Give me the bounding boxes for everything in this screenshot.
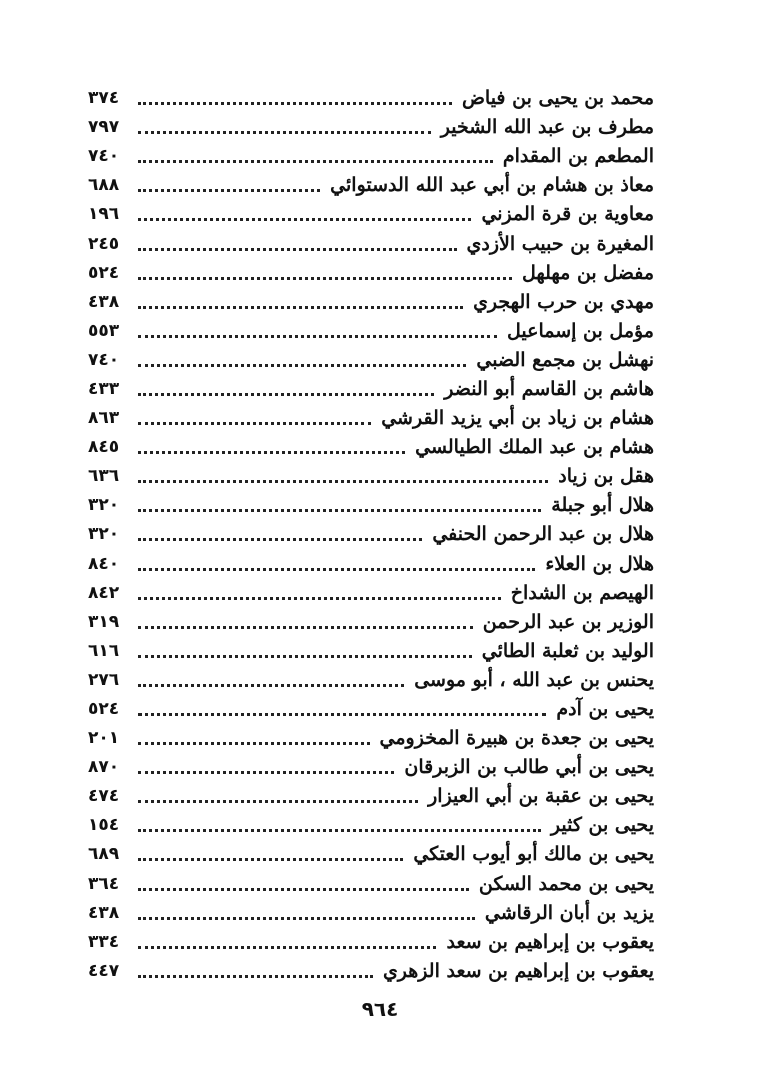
dot-leader (138, 597, 501, 600)
entry-name: يحيى بن آدم (556, 698, 654, 721)
index-entry (88, 346, 654, 375)
index-entry (88, 433, 654, 462)
entry-page-number: ٣٦٤ (88, 873, 120, 894)
entry-name: يحيى بن أبي طالب بن الزبرقان (404, 756, 654, 779)
entry-name: يحنس بن عبد الله ، أبو موسى (414, 668, 654, 691)
index-entry (88, 957, 654, 986)
entry-page-number: ٦٨٨ (88, 175, 120, 196)
entry-name: هاشم بن القاسم أبو النضر (444, 377, 654, 400)
index-entry (88, 317, 654, 346)
dot-leader (138, 480, 548, 483)
entry-page-number: ٨٤٢ (88, 582, 120, 603)
dot-leader (138, 655, 472, 658)
entry-name: المغيرة بن حبيب الأزدي (466, 232, 654, 255)
entry-page-number: ٣٢٠ (88, 524, 120, 545)
entry-name: يحيى بن عقبة بن أبي العيزار (428, 785, 654, 808)
dot-leader (138, 800, 418, 803)
index-entry (88, 811, 654, 840)
entry-name: معاوية بن قرة المزني (481, 203, 654, 226)
index-entry (88, 782, 654, 811)
entry-page-number: ٤٧٤ (88, 786, 120, 807)
index-entry (88, 200, 654, 229)
dot-leader (138, 713, 546, 716)
index-entry (88, 666, 654, 695)
entry-name: الوليد بن ثعلبة الطائي (481, 639, 654, 662)
entry-page-number: ٨٤٠ (88, 553, 120, 574)
dot-leader (138, 189, 320, 192)
dot-leader (138, 364, 466, 367)
index-entry (88, 491, 654, 520)
index-entry (88, 637, 654, 666)
dot-leader (138, 393, 434, 396)
entry-name: نهشل بن مجمع الضبي (476, 348, 654, 371)
entry-page-number: ٧٩٧ (88, 117, 120, 138)
entry-name: يحيى بن محمد السكن (478, 872, 654, 895)
entry-page-number: ٥٢٤ (88, 699, 120, 720)
entry-name: مؤمل بن إسماعيل (507, 319, 654, 342)
index-entry (88, 928, 654, 957)
dot-leader (138, 684, 404, 687)
dot-leader (138, 829, 541, 832)
dot-leader (138, 335, 497, 338)
index-entry (88, 142, 654, 171)
entry-name: المطعم بن المقدام (502, 145, 654, 168)
dot-leader (138, 248, 457, 251)
dot-leader (138, 888, 469, 891)
entry-name: الهيصم بن الشداخ (510, 581, 654, 604)
index-entry (88, 608, 654, 637)
entry-name: هشام بن عبد الملك الطيالسي (415, 436, 654, 459)
dot-leader (138, 946, 436, 949)
index-entry (88, 171, 654, 200)
entry-name: يزيد بن أبان الرقاشي (484, 901, 654, 924)
index-entry (88, 288, 654, 317)
dot-leader (138, 858, 403, 861)
page-number: ٩٦٤ (361, 997, 399, 1021)
entry-page-number: ٢٧٦ (88, 669, 120, 690)
index-entry (88, 229, 654, 258)
index-entry (88, 870, 654, 899)
entry-page-number: ١٩٦ (88, 204, 120, 225)
index-entry (88, 259, 654, 288)
index-entry (88, 404, 654, 433)
dot-leader (138, 160, 493, 163)
entry-page-number: ٨٦٣ (88, 408, 120, 429)
index-entry (88, 113, 654, 142)
entry-page-number: ٢٤٥ (88, 233, 120, 254)
dot-leader (138, 626, 473, 629)
index-entry (88, 579, 654, 608)
dot-leader (138, 538, 422, 541)
entry-page-number: ٤٤٧ (88, 960, 120, 981)
dot-leader (138, 509, 541, 512)
index-list (88, 84, 654, 986)
dot-leader (138, 422, 371, 425)
index-entry (88, 84, 654, 113)
entry-name: يعقوب بن إبراهيم بن سعد الزهري (382, 959, 654, 982)
dot-leader (138, 102, 452, 105)
index-entry (88, 753, 654, 782)
index-entry (88, 840, 654, 869)
dot-leader (138, 568, 535, 571)
index-entry (88, 724, 654, 753)
entry-page-number: ٨٤٥ (88, 437, 120, 458)
entry-page-number: ٦٣٦ (88, 466, 120, 487)
dot-leader (138, 742, 370, 745)
entry-page-number: ٨٧٠ (88, 757, 120, 778)
entry-page-number: ٣٢٠ (88, 495, 120, 516)
entry-name: هلال أبو جبلة (551, 494, 654, 517)
dot-leader (138, 771, 394, 774)
entry-page-number: ١٥٤ (88, 815, 120, 836)
entry-page-number: ٧٤٠ (88, 146, 120, 167)
entry-name: محمد بن يحيى بن فياض (461, 87, 654, 110)
index-entry (88, 550, 654, 579)
entry-page-number: ٣٧٤ (88, 88, 120, 109)
entry-name: هقل بن زياد (558, 465, 654, 488)
dot-leader (138, 451, 405, 454)
dot-leader (138, 131, 431, 134)
entry-name: يحيى بن مالك أبو أيوب العتكي (413, 843, 654, 866)
entry-page-number: ٢٠١ (88, 728, 120, 749)
entry-page-number: ٥٢٤ (88, 262, 120, 283)
entry-page-number: ٧٤٠ (88, 349, 120, 370)
entry-name: يحيى بن جعدة بن هبيرة المخزومي (379, 727, 654, 750)
dot-leader (138, 218, 471, 221)
entry-name: يعقوب بن إبراهيم بن سعد (446, 930, 654, 953)
entry-name: هشام بن زياد بن أبي يزيد القرشي (381, 407, 654, 430)
entry-name: هلال بن عبد الرحمن الحنفي (432, 523, 654, 546)
entry-page-number: ٦٨٩ (88, 844, 120, 865)
entry-page-number: ٦١٦ (88, 640, 120, 661)
index-entry (88, 899, 654, 928)
entry-name: الوزير بن عبد الرحمن (482, 610, 654, 633)
entry-name: مطرف بن عبد الله الشخير (440, 116, 654, 139)
entry-name: مهدي بن حرب الهجري (473, 290, 654, 313)
entry-page-number: ٤٣٣ (88, 378, 120, 399)
entry-name: معاذ بن هشام بن أبي عبد الله الدستوائي (330, 174, 654, 197)
entry-page-number: ٤٣٨ (88, 291, 120, 312)
dot-leader (138, 975, 373, 978)
index-entry (88, 520, 654, 549)
index-entry (88, 375, 654, 404)
entry-name: هلال بن العلاء (545, 552, 654, 575)
dot-leader (138, 917, 475, 920)
entry-page-number: ٣١٩ (88, 611, 120, 632)
dot-leader (138, 306, 463, 309)
entry-name: يحيى بن كثير (550, 814, 654, 837)
entry-page-number: ٣٣٤ (88, 931, 120, 952)
entry-page-number: ٥٥٣ (88, 320, 120, 341)
index-entry (88, 462, 654, 491)
entry-name: مفضل بن مهلهل (521, 261, 654, 284)
index-entry (88, 695, 654, 724)
entry-page-number: ٤٣٨ (88, 902, 120, 923)
dot-leader (138, 277, 512, 280)
